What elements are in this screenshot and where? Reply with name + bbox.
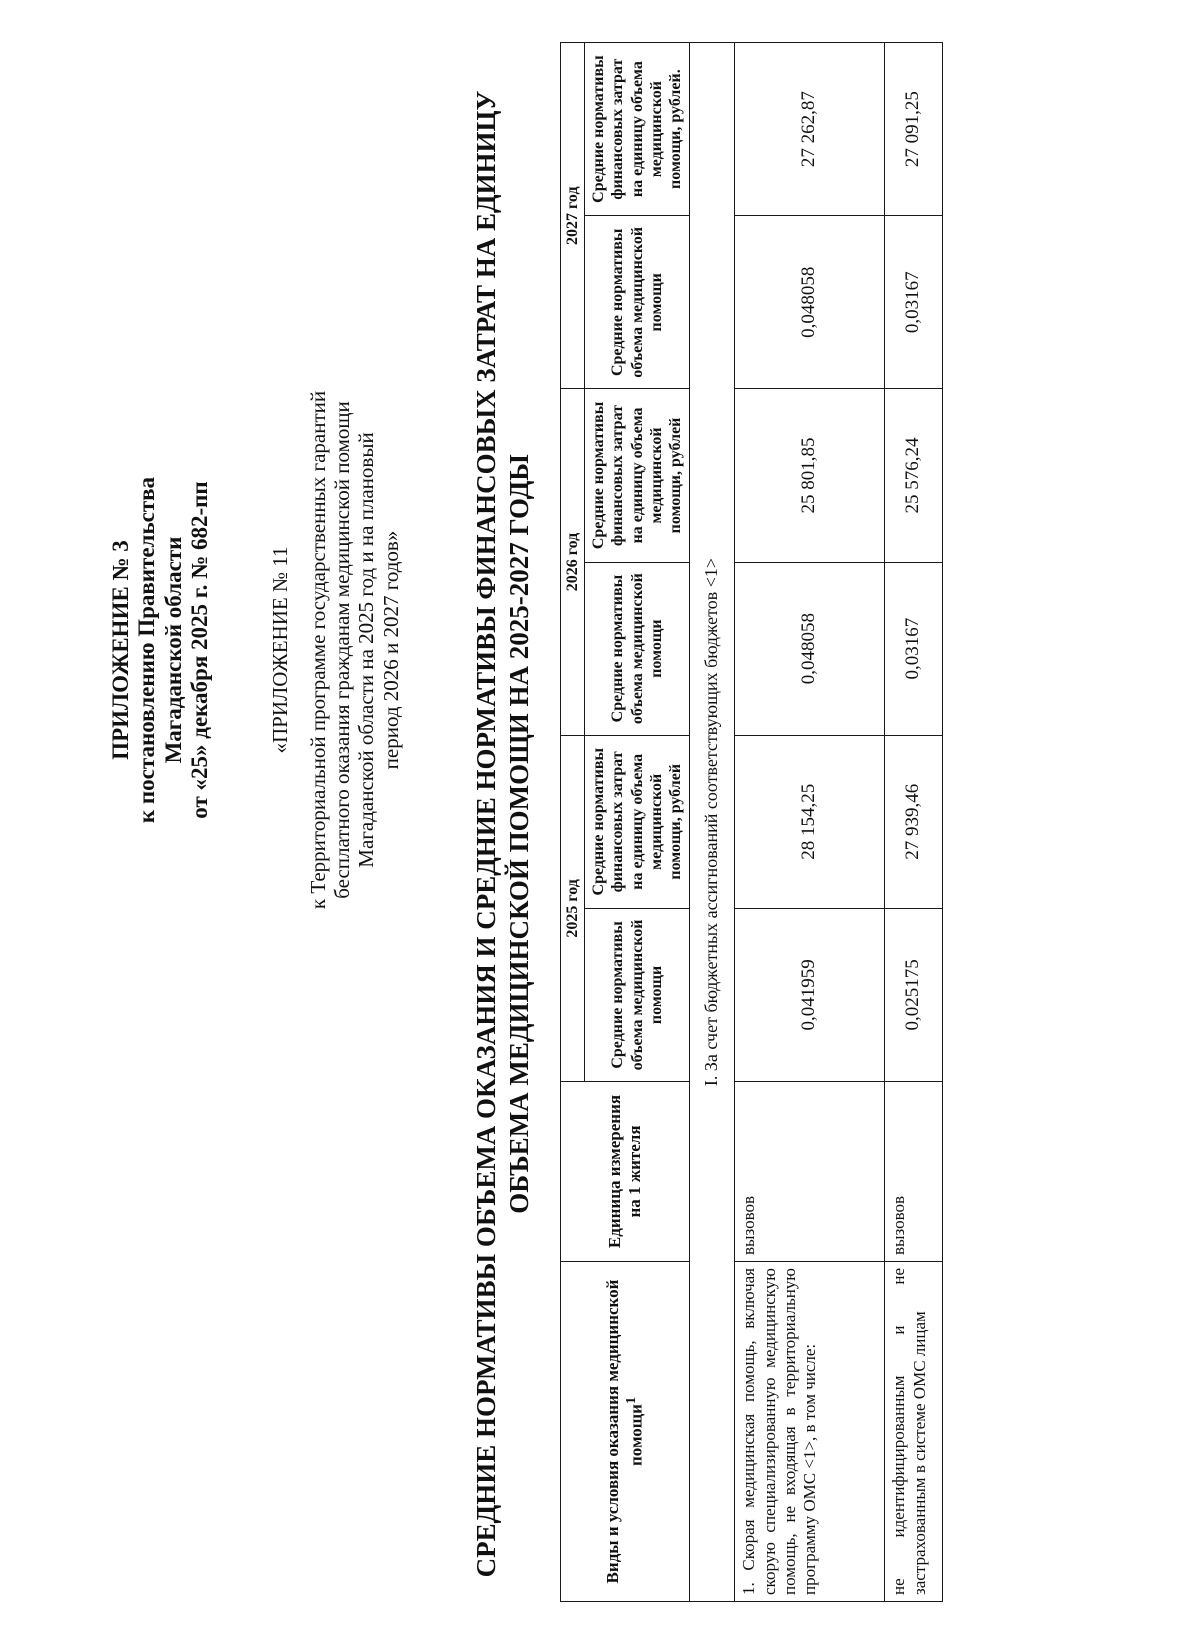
header-volume-2026: Средние нормативы объема медицинской помощи	[585, 562, 690, 735]
program-appendix-number: «ПРИЛОЖЕНИЕ № 11	[268, 546, 292, 754]
table-row	[885, 43, 943, 1602]
document-title	[470, 60, 536, 1608]
title-line-1: СРЕДНИЕ НОРМАТИВЫ ОБЪЕМА ОКАЗАНИЯ И СРЕДНИЕ НОРМАТИВЫ ФИНАНСОВЫХ ЗАТРАТ НА ЕДИНИЦУ	[471, 90, 501, 1578]
appendix-resolution: к постановлению Правительства	[134, 476, 160, 824]
care-type-cell: не идентифицированным и не застрахованным в системе ОМС лицам	[885, 1262, 943, 1602]
program-reference	[268, 300, 403, 1000]
volume-2025-cell: 0,025175	[885, 908, 943, 1081]
cost-2026-cell: 25 801,85	[735, 389, 885, 562]
appendix-region: Магаданской области	[160, 536, 186, 764]
header-cost-2026: Средние нормативы финансовых затрат на единицу объема медицинской помощи, рублей	[585, 389, 690, 562]
header-year-2026: 2026 год	[561, 389, 585, 735]
footnote-marker: 1	[623, 1396, 640, 1405]
header-cost-2025: Средние нормативы финансовых затрат на единицу объема медицинской помощи, рублей	[585, 735, 690, 908]
header-cost-2027: Средние нормативы финансовых затрат на единицу объема медицинской помощи, рублей.	[585, 43, 690, 216]
header-unit: Единица измерения на 1 жителя	[561, 1082, 690, 1262]
table-header-row	[561, 43, 585, 1602]
unit-cell: вызовов	[885, 1082, 943, 1262]
program-text-line: к Территориальной программе государственных гарантий	[306, 390, 331, 910]
cost-2025-cell: 27 939,46	[885, 735, 943, 908]
appendix-header	[108, 300, 214, 1000]
cost-2027-cell: 27 091,25	[885, 43, 943, 216]
volume-2027-cell: 0,03167	[885, 216, 943, 389]
section-row	[690, 43, 735, 1602]
care-type-cell: 1. Скорая медицинская помощь, включая скорую специализированную медицинскую помощь, не входящая в территориальную программу ОМС <1>, в том числе:	[735, 1262, 885, 1602]
appendix-date: от «25» декабря 2025 г. № 682-пп	[187, 481, 213, 819]
cost-2027-cell: 27 262,87	[735, 43, 885, 216]
norms-table	[560, 42, 943, 1602]
cost-2026-cell: 25 576,24	[885, 389, 943, 562]
volume-2027-cell: 0,048058	[735, 216, 885, 389]
header-year-2027: 2027 год	[561, 43, 585, 389]
program-text-line: период 2026 и 2027 годов»	[378, 530, 403, 770]
header-volume-2025: Средние нормативы объема медицинской помощи	[585, 908, 690, 1081]
unit-cell: вызовов	[735, 1082, 885, 1262]
section-title: I. За счет бюджетных ассигнований соответствующих бюджетов <1>	[690, 43, 735, 1602]
table-row	[735, 43, 885, 1602]
cost-2025-cell: 28 154,25	[735, 735, 885, 908]
header-care-type	[561, 1262, 690, 1602]
header-volume-2027: Средние нормативы объема медицинской помощи	[585, 216, 690, 389]
program-text-line: бесплатного оказания гражданам медицинской помощи	[330, 401, 355, 899]
appendix-number: ПРИЛОЖЕНИЕ № 3	[108, 540, 133, 760]
title-line-2: ОБЪЕМА МЕДИЦИНСКОЙ ПОМОЩИ НА 2025-2027 ГОДЫ	[503, 454, 534, 1214]
header-year-2025: 2025 год	[561, 735, 585, 1081]
header-care-type-label: Виды и условия оказания медицинской помощи	[602, 1279, 646, 1584]
program-text-line: Магаданской области на 2025 год и на плановый	[354, 432, 379, 868]
volume-2026-cell: 0,048058	[735, 562, 885, 735]
volume-2025-cell: 0,041959	[735, 908, 885, 1081]
volume-2026-cell: 0,03167	[885, 562, 943, 735]
